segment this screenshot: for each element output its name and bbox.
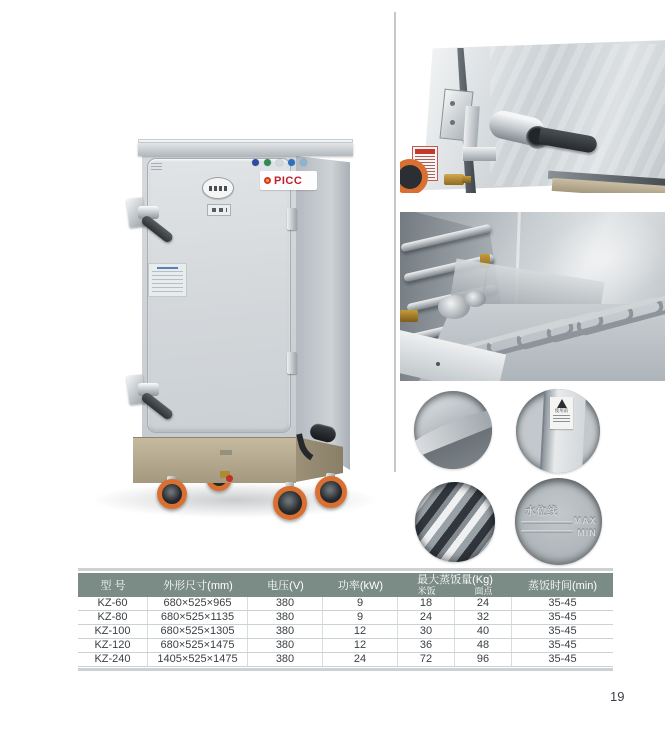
cabinet-cap (138, 143, 353, 156)
brass-fitting (444, 174, 464, 185)
header-power: 功率(kW) (337, 580, 384, 592)
door-corner-marking (151, 163, 162, 170)
header-capacity-pastry: 面点 (474, 586, 493, 596)
cell-power: 12 (323, 625, 398, 638)
door-hinge-bottom (287, 352, 297, 374)
cell-rice: 36 (398, 639, 455, 652)
cell-model: KZ-60 (78, 597, 148, 610)
cell-dimensions: 1405×525×1475 (148, 653, 248, 666)
door-latch-lower (124, 371, 182, 429)
picc-insurance-badge (260, 171, 317, 190)
detail-circle-embossed-rails (415, 482, 495, 562)
spec-plate-title-line (157, 267, 179, 269)
cell-time: 35-45 (548, 597, 577, 609)
cell-dimensions: 680×525×1305 (148, 625, 248, 638)
screw-icon (450, 120, 455, 125)
cabinet-right-side-panel (296, 156, 350, 470)
cell-pastry: 96 (455, 653, 512, 666)
warning-label-title: 使用前 (554, 408, 569, 414)
cabinet-base (133, 437, 296, 483)
cell-model: KZ-240 (78, 653, 148, 666)
header-capacity-group (398, 573, 512, 597)
brand-badge-text-marks (209, 186, 228, 191)
detail-circle-corner-weld (414, 391, 492, 469)
vertical-divider (394, 12, 396, 472)
cell-rice: 18 (398, 597, 455, 610)
cell-power: 24 (323, 653, 398, 666)
detail-circle-water-level (515, 478, 602, 565)
header-dimensions: 外形尺寸(mm) (163, 580, 233, 592)
table-row (78, 611, 613, 625)
cell-time: 35-45 (548, 625, 577, 637)
header-model: 型 号 (100, 580, 126, 592)
cell-dimensions: 680×525×965 (148, 597, 248, 610)
table-bottom-strip (78, 668, 613, 671)
max-mark: MAX (573, 516, 597, 527)
picc-label: PICC (274, 174, 303, 187)
table-row (78, 597, 613, 611)
cell-dimensions: 680×525×1475 (148, 639, 248, 652)
screw-icon (450, 101, 455, 106)
certification-icon (276, 159, 283, 166)
table-row (78, 639, 613, 653)
cell-power: 12 (323, 639, 398, 652)
cell-time: 35-45 (548, 611, 577, 623)
brass-inlet-fitting (400, 310, 418, 322)
caster-wheel-middle (273, 486, 307, 520)
detail-photo-interior (400, 212, 665, 381)
header-voltage: 电压(V) (267, 580, 304, 592)
certification-icon (252, 159, 259, 166)
cell-rice: 30 (398, 625, 455, 638)
warning-sticker-header (415, 149, 435, 154)
cell-power: 9 (323, 597, 398, 610)
certification-icon (264, 159, 271, 166)
base-label (220, 450, 232, 455)
cell-time: 35-45 (548, 653, 577, 665)
cell-model: KZ-120 (78, 639, 148, 652)
model-badge (207, 204, 231, 216)
float-valve-dome-small (464, 291, 486, 307)
cell-rice: 72 (398, 653, 455, 666)
min-mark: MIN (577, 527, 597, 538)
model-badge-text-marks (212, 208, 227, 212)
warning-label (550, 397, 573, 429)
cell-model: KZ-100 (78, 625, 148, 638)
drain-valve-knob (226, 475, 233, 482)
cell-voltage: 380 (248, 597, 323, 610)
page-number: 19 (610, 689, 625, 704)
cell-pastry: 48 (455, 639, 512, 652)
cell-rice: 24 (398, 611, 455, 624)
spec-table (78, 568, 613, 671)
water-level-label: 水位线 (525, 507, 559, 519)
header-time: 蒸饭时间(min) (527, 580, 598, 592)
picc-logo-icon (264, 177, 271, 184)
detail-circle-warning-panel (516, 389, 600, 473)
header-capacity-sub (398, 586, 512, 596)
header-capacity-main: 最大蒸饭量(Kg) (417, 574, 493, 586)
certification-icons (252, 159, 312, 167)
door-latch-upper (124, 194, 182, 252)
header-capacity-rice: 米饭 (417, 586, 436, 596)
cell-time: 35-45 (548, 639, 577, 651)
cell-power: 9 (323, 611, 398, 624)
warning-triangle-icon (557, 399, 567, 408)
door-hinge-top (287, 208, 297, 230)
water-level-ridge-line (521, 530, 573, 533)
table-header-row (78, 573, 613, 597)
cell-voltage: 380 (248, 611, 323, 624)
spec-plate-text-lines (152, 271, 183, 293)
brass-fitting-stem (462, 176, 471, 183)
water-level-ridge-line (521, 521, 573, 524)
cell-pastry: 24 (455, 597, 512, 610)
cell-voltage: 380 (248, 639, 323, 652)
lock-arm-horizontal (463, 147, 496, 161)
table-row (78, 653, 613, 667)
frame-bolt (436, 362, 440, 366)
warning-label-text-lines (553, 415, 570, 424)
caster-wheel-left (157, 479, 187, 509)
certification-icon (300, 159, 307, 166)
table-row (78, 625, 613, 639)
cell-voltage: 380 (248, 653, 323, 666)
table-top-strip (78, 568, 613, 571)
oval-brand-badge (202, 177, 234, 199)
certification-icon (288, 159, 295, 166)
door-spec-plate (148, 263, 187, 297)
cell-model: KZ-80 (78, 611, 148, 624)
detail-photo-door-lock (400, 28, 665, 193)
cell-pastry: 32 (455, 611, 512, 624)
main-product-photo (60, 130, 390, 560)
cell-pastry: 40 (455, 625, 512, 638)
cell-voltage: 380 (248, 625, 323, 638)
caster-wheel-right (315, 476, 347, 508)
cell-dimensions: 680×525×1135 (148, 611, 248, 624)
